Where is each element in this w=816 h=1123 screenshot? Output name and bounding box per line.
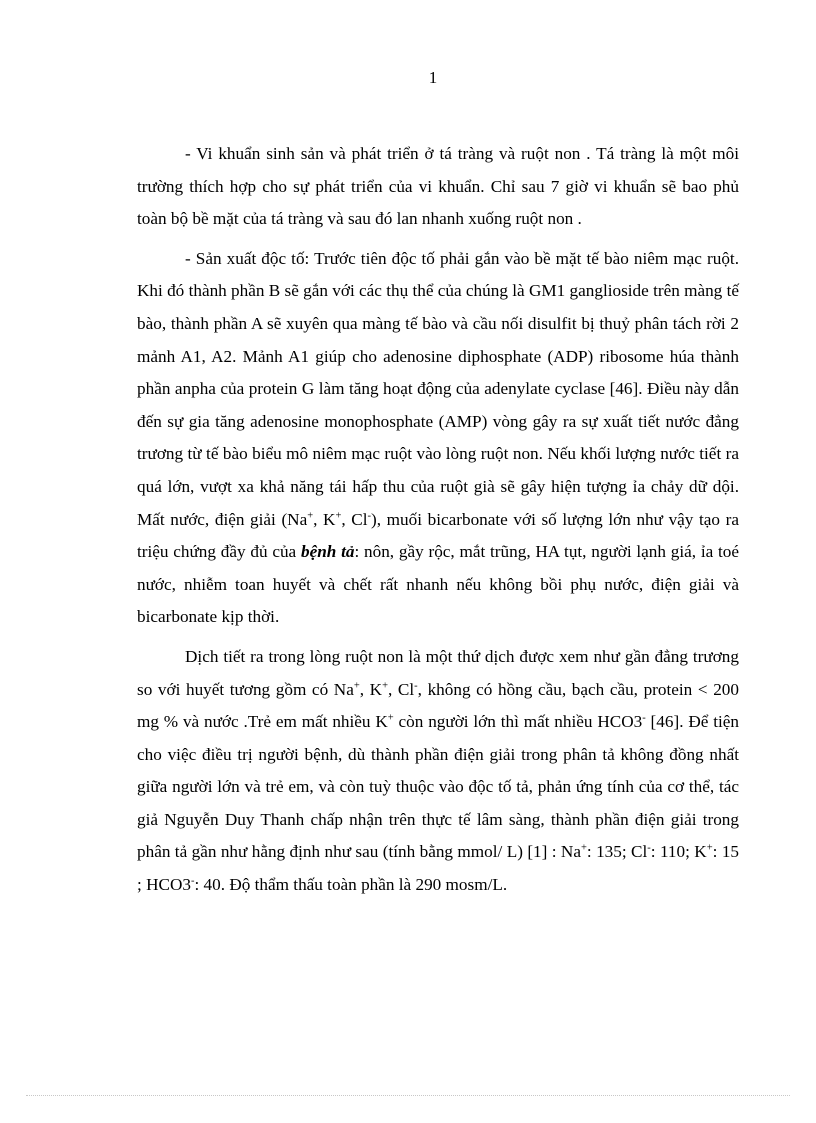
- superscript: -: [190, 875, 195, 887]
- superscript: -: [642, 712, 646, 724]
- emphasized-term: bệnh tả: [300, 542, 355, 562]
- superscript: +: [387, 712, 394, 724]
- text-run: , Cl: [341, 509, 368, 529]
- text-run: : nôn, gầy rộc, mắt trũng, HA tụt, người lạnh giá, ỉa toé nước, nhiễm toan huyết và chết rất nhanh nếu không bồi phụ nước, điện giải và bicarbonate kịp thời.: [137, 542, 740, 627]
- paragraph-secretion-composition: [137, 641, 739, 902]
- superscript: +: [580, 842, 587, 854]
- superscript: +: [353, 679, 360, 691]
- text-run: ), muối bicarbonate với số lượng lớn như vậy tạo ra triệu chứng đầy đủ của: [137, 509, 739, 562]
- superscript: +: [335, 509, 342, 521]
- text-run: , không có hồng cầu, bạch cầu, protein < 200 mg % và nước .Trẻ em mất nhiều K: [137, 679, 739, 732]
- superscript: -: [647, 842, 651, 854]
- text-run: , K: [359, 679, 383, 699]
- text-run: , K: [313, 509, 336, 529]
- text-run: Dịch tiết ra trong lòng ruột non là một thứ dịch được xem như gần đẳng trương so với huyết tương gồm có Na: [137, 646, 739, 699]
- superscript: +: [307, 509, 314, 521]
- page-number: 1: [428, 68, 438, 87]
- superscript: -: [414, 679, 418, 691]
- body-text: [137, 138, 739, 909]
- superscript: +: [382, 679, 388, 691]
- text-run: - Sản xuất độc tố: Trước tiên độc tố phải gắn vào bề mặt tế bào niêm mạc ruột. Khi đó thành phần B sẽ gắn với các thụ thể của chúng là GM1 ganglioside trên màng tế bào, thành phần A sẽ xuyên qua màng tế bào và cầu nối disulfit bị thuỷ phân tách rời 2 mảnh A1, A2. Mảnh A1 giúp cho adenosine diphosphate (ADP) ribosome húa thành phần anpha của protein G làm tăng hoạt động của adenylate cyclase [46]. Điều này dẫn đến sự gia tăng adenosine monophosphate (AMP) vòng gây ra sự xuất tiết nước đẳng trương từ tế bào biểu mô niêm mạc ruột vào lòng ruột non. Nếu khối lượng nước tiết ra quá lớn, vượt xa khả năng tái hấp thu của ruột già sẽ gây hiện tượng ỉa chảy dữ dội. Mất nước, điện giải (Na: [137, 248, 739, 529]
- text-run: : 110; K: [650, 842, 707, 862]
- text-run: : 135; Cl: [586, 842, 648, 862]
- paragraph-toxin-production: [137, 243, 739, 634]
- text-run: [46]. Để tiện cho việc điều trị người bệnh, dù thành phần điện giải trong phân tả không đồng nhất giữa người lớn và trẻ em, và còn tuỳ thuộc vào độc tố tả, phản ứng tính của cơ thể, tác giả Nguyễn Duy Thanh chấp nhận trên thực tế lâm sàng, thành phần điện giải trong phân tả gần như hằng định như sau (tính bằng mmol/ L) [1] : Na: [137, 712, 739, 862]
- paragraph-bacteria-growth: - Vi khuẩn sinh sản và phát triển ở tá tràng và ruột non . Tá tràng là một môi trường thích hợp cho sự phát triển của vi khuẩn. Chỉ sau 7 giờ vi khuẩn sẽ bao phủ toàn bộ bề mặt của tá tràng và sau đó lan nhanh xuống ruột non .: [137, 144, 739, 229]
- text-run: còn người lớn thì mất nhiều HCO3: [393, 712, 643, 732]
- text-run: , Cl: [388, 679, 415, 699]
- superscript: -: [367, 509, 372, 521]
- superscript: +: [706, 842, 713, 854]
- page-bottom-divider: [26, 1095, 790, 1096]
- text-run: : 40. Độ thẩm thấu toàn phần là 290 mosm/L.: [194, 875, 508, 895]
- text-run: : 15 ; HCO3: [137, 842, 740, 895]
